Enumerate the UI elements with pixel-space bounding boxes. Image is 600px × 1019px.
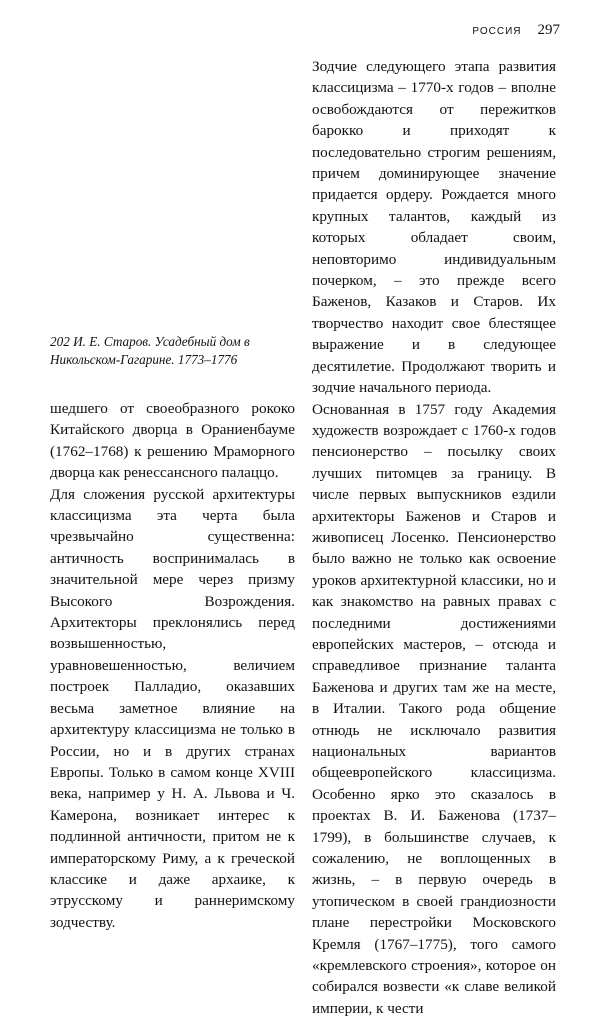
right-paragraph-1: Зодчие следующего этапа развития классицизма – 1770-х годов – вполне освобождаются от пережитков барокко и приходят к последовательно строгим решениям, причем доминирующее значение придается ордеру. Рождается много крупных талантов, каждый из которых обладает своим, неповторимо индивидуальным почерком, – это прежде всего Баженов, Казаков и Старов. Их творчество находит свое блестящее выражение и в следующее десятилетие. Продолжают творить и зодчие начального периода.: [312, 56, 556, 399]
left-paragraph-1: шедшего от своеобразного рококо Китайского дворца в Ораниенбауме (1762–1768) к решению Мраморного дворца как ренессансного палаццо.: [50, 398, 295, 484]
figure-caption: 202 И. Е. Старов. Усадебный дом в Никольском-Гагарине. 1773–1776: [50, 333, 295, 369]
running-title: РОССИЯ: [472, 26, 521, 37]
left-column: [50, 398, 295, 933]
page-header: [472, 22, 560, 39]
page-number: 297: [538, 22, 561, 39]
left-paragraph-2: Для сложения русской архитектуры классицизма эта черта была чрезвычайно существенна: античность воспринималась в значительной мере через призму Высокого Возрождения. Архитекторы преклонялись перед возвышенностью, уравновешенностью, величием построек Палладио, оказавших весьма заметное влияние на архитектуру классицизма не только в России, но и в других странах Европы. Только в самом конце XVIII века, например у Н. А. Львова и Ч. Камерона, возникает интерес к подлинной античности, притом не к императорскому Риму, а к греческой классике и даже архаике, к этрусскому и раннеримскому зодчеству.: [50, 484, 295, 934]
right-paragraph-2: Основанная в 1757 году Академия художеств возрождает с 1760-х годов пенсионерство – посылку своих лучших питомцев за границу. В числе первых выпускников ездили архитекторы Баженов и Старов и живописец Лосенко. Пенсионерство было важно не только как освоение уроков архитектурной классики, но и как знакомство на равных правах с последними достижениями европейских мастеров, – отсюда и справедливое признание таланта Баженова и других там же на месте, в Италии. Такого рода общение отнюдь не исключало развития национальных вариантов общеевропейского классицизма. Особенно ярко это сказалось в проектах В. И. Баженова (1737–1799), в большинстве случаев, к сожалению, не воплощенных в жизнь, – в первую очередь в утопическом в своей грандиозности плане перестройки Московского Кремля (1767–1775), того самого «кремлевского строения», которое он собирался возвести «к славе великой империи, к чести: [312, 399, 556, 1019]
right-column: [312, 56, 556, 1019]
